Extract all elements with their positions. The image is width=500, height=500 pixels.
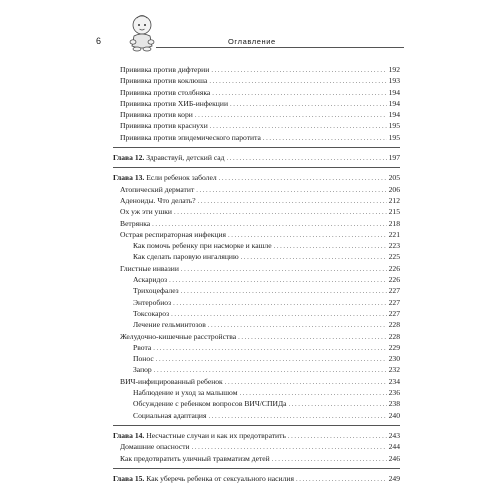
toc-entry (113, 64, 400, 75)
entry-title-text: Понос (133, 354, 154, 364)
toc-entry-title (133, 274, 167, 285)
toc-entry (113, 75, 400, 86)
toc-entry-title (133, 398, 287, 409)
dot-leader (227, 152, 387, 164)
page-ref: 193 (388, 76, 400, 86)
toc-entry-title (120, 132, 261, 143)
entry-title-text: Как помочь ребенку при насморке и кашле (133, 241, 272, 251)
toc-entry (113, 297, 400, 308)
toc-entry-title (120, 441, 190, 452)
page-ref: 227 (388, 297, 400, 307)
entry-title-text: Атопический дерматит (120, 184, 195, 194)
toc-entry-title (120, 263, 179, 274)
toc-entry (113, 376, 400, 387)
toc-entry (113, 229, 400, 240)
page-ref: 244 (388, 442, 400, 452)
toc-entry-title (120, 75, 207, 86)
page-ref: 195 (388, 132, 400, 142)
toc-entry (113, 319, 400, 330)
toc-entry (113, 453, 400, 464)
toc-entry-title (120, 184, 194, 195)
page-ref: 197 (388, 153, 400, 163)
page-ref: 192 (388, 65, 400, 74)
page-ref: 234 (388, 376, 400, 386)
page-ref: 238 (388, 399, 400, 409)
page-number: 6 (96, 36, 102, 46)
toc-entry (113, 274, 400, 285)
entry-title-text: Как предотвратить уличный травматизм детей (120, 453, 270, 463)
toc-entry (113, 364, 400, 375)
toc-entry-title (120, 218, 150, 229)
entry-title-text: Обсуждение с ребенком вопросов ВИЧ/СПИДа (133, 399, 287, 409)
toc-entry-title (120, 120, 208, 131)
entry-title-text: Прививка против ХИБ-инфекции (120, 98, 229, 108)
entry-title-text: Глистные инвазии (120, 263, 179, 273)
table-of-contents (113, 64, 400, 484)
running-title: Оглавление (228, 37, 276, 46)
entry-title-text: Ветрянка (120, 218, 151, 228)
page-ref: 226 (388, 263, 400, 273)
toc-entry (113, 285, 400, 296)
toc-chapter-entry (113, 152, 400, 163)
entry-title-text: ВИЧ-инфицированный ребенок (120, 376, 223, 386)
toc-chapter-entry (113, 430, 400, 441)
page-ref: 194 (388, 87, 400, 97)
entry-title-text: Несчастные случаи и как их предотвратить (146, 430, 286, 440)
chapter-number: Глава 14. (113, 430, 145, 440)
toc-entry (113, 342, 400, 353)
toc-entry (113, 218, 400, 229)
toc-entry-title (133, 297, 171, 308)
toc-entry-title (133, 364, 152, 375)
toc-entry (113, 109, 400, 120)
toc-entry (113, 195, 400, 206)
toc-entry-title (113, 152, 225, 163)
entry-title-text: Прививка против кори (120, 110, 193, 120)
section-rule (113, 425, 400, 426)
header-rule (156, 47, 404, 48)
page-ref: 195 (388, 121, 400, 131)
entry-title-text: Социальная адаптация (133, 410, 207, 420)
dot-leader (208, 410, 386, 422)
entry-title-text: Энтеробиоз (133, 297, 172, 307)
toc-entry (113, 184, 400, 195)
toc-entry (113, 87, 400, 98)
section-rule (113, 167, 400, 168)
entry-title-text: Ох уж эти ушки (120, 207, 172, 217)
toc-entry (113, 410, 400, 421)
toc-entry-title (133, 285, 179, 296)
toc-entry-title (120, 376, 223, 387)
toc-entry-title (120, 64, 209, 75)
entry-title-text: Как уберечь ребенка от сексуального насилия (146, 473, 294, 483)
entry-title-text: Как сделать паровую ингаляцию (133, 252, 239, 262)
toc-entry (113, 308, 400, 319)
entry-title-text: Домашние опасности (120, 442, 190, 452)
entry-title-text: Если ребенок заболел (146, 173, 217, 183)
entry-title-text: Рвота (133, 342, 152, 352)
page-ref: 240 (388, 410, 400, 420)
toc-entry (113, 441, 400, 452)
toc-entry-title (113, 430, 286, 441)
toc-entry-title (133, 240, 272, 251)
page-ref: 246 (388, 453, 400, 463)
toc-entry-title (120, 98, 228, 109)
page-ref: 228 (388, 320, 400, 330)
toc-entry-title (120, 206, 172, 217)
toc-entry (113, 98, 400, 109)
entry-title-text: Прививка против дифтерии (120, 65, 210, 74)
page-ref: 228 (388, 331, 400, 341)
toc-entry-title (120, 195, 196, 206)
toc-entry-title (133, 342, 151, 353)
entry-title-text: Наблюдение и уход за малышом (133, 388, 238, 398)
toc-entry-title (120, 331, 236, 342)
chapter-number: Глава 13. (113, 173, 145, 183)
toc-chapter-entry (113, 172, 400, 183)
toc-entry (113, 387, 400, 398)
page-ref: 205 (388, 173, 400, 183)
toc-entry-title (133, 251, 239, 262)
page-ref: 212 (388, 195, 400, 205)
page-ref: 227 (388, 286, 400, 296)
page-ref: 236 (388, 388, 400, 398)
page-ref: 221 (388, 229, 400, 239)
baby-mascot-icon (124, 12, 160, 52)
entry-title-text: Прививка против эпидемического паротита (120, 132, 261, 142)
page-ref: 206 (388, 184, 400, 194)
entry-title-text: Прививка против краснухи (120, 121, 208, 131)
toc-entry (113, 331, 400, 342)
page-ref: 218 (388, 218, 400, 228)
page-ref: 225 (388, 252, 400, 262)
page-ref: 227 (388, 308, 400, 318)
toc-entry-title (120, 109, 193, 120)
toc-entry (113, 240, 400, 251)
toc-entry-title (113, 473, 294, 484)
page-ref: 223 (388, 241, 400, 251)
page-ref: 232 (388, 365, 400, 375)
dot-leader (263, 132, 387, 144)
toc-entry-title (133, 410, 206, 421)
toc-entry (113, 251, 400, 262)
page-ref: 249 (388, 473, 400, 483)
toc-entry-title (133, 319, 206, 330)
entry-title-text: Трихоцефалез (133, 286, 179, 296)
chapter-number: Глава 15. (113, 473, 145, 483)
toc-entry-title (133, 308, 169, 319)
dot-leader (296, 473, 387, 485)
toc-entry (113, 132, 400, 143)
entry-title-text: Аскаридоз (133, 275, 168, 285)
toc-entry (113, 398, 400, 409)
entry-title-text: Запор (133, 365, 152, 375)
toc-entry (113, 206, 400, 217)
entry-title-text: Лечение гельминтозов (133, 320, 206, 330)
toc-entry (113, 120, 400, 131)
entry-title-text: Желудочно-кишечные расстройства (120, 331, 237, 341)
toc-entry-title (120, 87, 210, 98)
entry-title-text: Здравствуй, детский сад (146, 153, 225, 163)
entry-title-text: Острая респираторная инфекция (120, 229, 227, 239)
entry-title-text: Аденоиды. Что делать? (120, 195, 196, 205)
page-ref: 194 (388, 110, 400, 120)
chapter-number: Глава 12. (113, 153, 145, 163)
toc-entry-title (120, 229, 226, 240)
toc-entry-title (133, 387, 238, 398)
page-ref: 230 (388, 354, 400, 364)
page-ref: 226 (388, 275, 400, 285)
page-ref: 215 (388, 207, 400, 217)
section-rule (113, 468, 400, 469)
toc-entry-title (133, 353, 154, 364)
entry-title-text: Прививка против столбняка (120, 87, 211, 97)
toc-chapter-entry (113, 473, 400, 484)
toc-entry-title (120, 453, 270, 464)
page-ref: 229 (388, 342, 400, 352)
entry-title-text: Токсокароз (133, 308, 170, 318)
section-rule (113, 147, 400, 148)
page-ref: 194 (388, 98, 400, 108)
toc-entry-title (113, 172, 217, 183)
entry-title-text: Прививка против коклюша (120, 76, 208, 86)
page-ref: 243 (388, 430, 400, 440)
toc-entry (113, 353, 400, 364)
dot-leader (272, 453, 387, 465)
toc-entry (113, 263, 400, 274)
